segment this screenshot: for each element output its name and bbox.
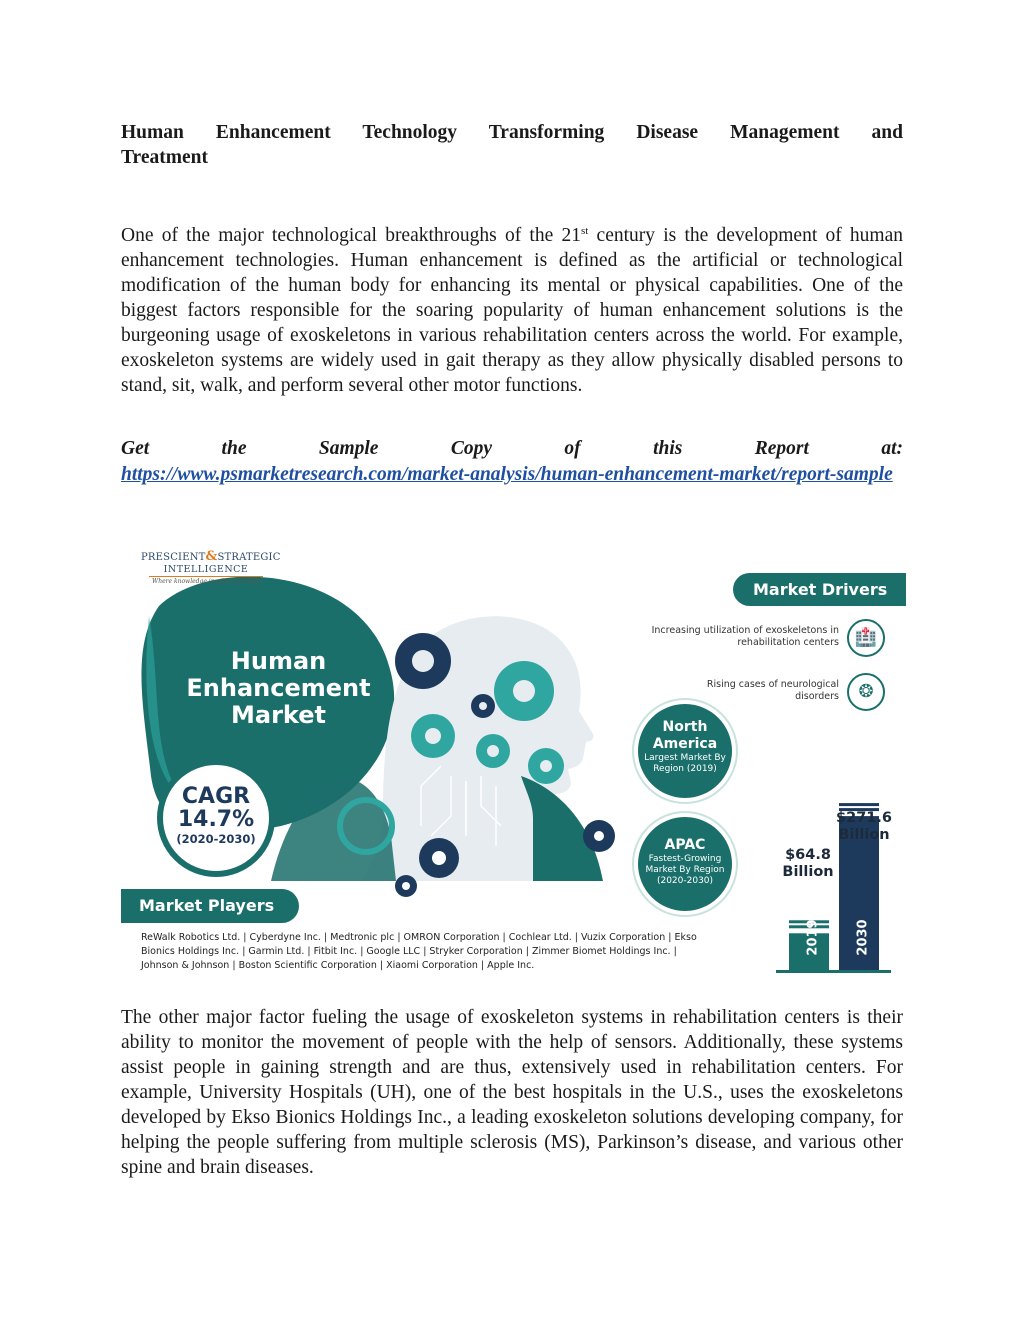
bar-baseline	[776, 970, 891, 973]
region-name: APAC	[664, 837, 706, 853]
cagr-period: (2020-2030)	[176, 832, 256, 846]
region-description: Largest Market By Region (2019)	[644, 753, 726, 774]
bar-2030-cap-stripe	[839, 803, 879, 806]
driver-exoskeleton-utilization: Increasing utilization of exoskeletons in rehabilitation centers	[651, 625, 839, 648]
logo-word-prescient: PRESCIENT	[141, 552, 206, 563]
market-players-list: ReWalk Robotics Ltd. | Cyberdyne Inc. | Medtronic plc | OMRON Corporation | Cochlear Ltd. | Vuzix Corporation | Ekso Bionics Holdings Inc. | Garmin Ltd. | Fitbit Inc. | Google LLC | Stryker Corporation | Zimmer Biomet Holdings Inc. | Johnson & Johnson | Boston Scientific Corporation | Xiaomi Corporation | Apple Inc.	[141, 932, 697, 971]
bar-category-label-2019: 2019	[805, 919, 821, 956]
market-title: Human Enhancement Market	[186, 647, 371, 729]
gear-icon-teal-small	[476, 734, 510, 768]
sample-copy-callout	[121, 436, 903, 488]
logo-word-strategic: STRATEGIC	[217, 552, 281, 563]
intro-paragraph	[121, 223, 903, 398]
title-line-2: Treatment	[121, 147, 208, 168]
market-infographic	[121, 536, 906, 986]
gear-icon-navy-large	[395, 633, 451, 689]
hospital-icon: 🏥	[847, 619, 885, 657]
sample-copy-label: Get the Sample Copy of this Report at:	[121, 438, 903, 459]
cagr-badge	[157, 759, 275, 877]
intro-text-start: One of the major technological breakthroughs of the 21	[121, 225, 581, 246]
gear-icon-teal-right	[528, 748, 564, 784]
gear-icon-teal-large	[494, 661, 554, 721]
region-north-america	[638, 704, 732, 798]
logo-word-intelligence: INTELLIGENCE	[163, 564, 249, 575]
region-name: North America	[652, 719, 718, 752]
cagr-value: 14.7%	[177, 807, 255, 832]
gear-icon-navy-small	[471, 694, 495, 718]
logo-ampersand: &	[205, 549, 218, 564]
bar-value-label-2030: $271.6 Billion	[836, 810, 892, 843]
brain-icon: ❂	[847, 673, 885, 711]
company-logo	[141, 549, 281, 585]
body-paragraph-2: The other major factor fueling the usage of exoskeleton systems in rehabilitation centers is their ability to monitor the movement of people with the help of sensors. Additionally, these systems assist people in gaining strength and are thus, extensively used in rehabilitation centers. For example, University Hospitals (UH), one of the best hospitals in the U.S., uses the exoskeletons developed by Ekso Bionics Holdings Inc., a leading exoskeleton solutions developing company, for helping the people suffering from multiple sclerosis (MS), Parkinson’s disease, and various other spine and brain diseases.	[121, 1007, 903, 1178]
bar-category-label-2030: 2030	[855, 919, 871, 956]
market-players-heading: Market Players	[121, 889, 299, 923]
bar-value-label-2019: $64.8 Billion	[782, 847, 834, 880]
gear-icon-teal-medium	[411, 714, 455, 758]
gear-icon-navy-right	[583, 820, 615, 852]
cagr-label: CAGR	[181, 784, 251, 809]
title-line-1: Human Enhancement Technology Transforming Disease Management and	[121, 122, 903, 143]
region-apac	[638, 817, 732, 911]
market-drivers-heading: Market Drivers	[733, 573, 906, 606]
superscript-st: st	[580, 225, 589, 237]
region-description: Fastest-Growing Market By Region (2020-2030)	[645, 854, 725, 886]
logo-tagline: Where knowledge inspires strategy	[152, 578, 260, 585]
document-title	[121, 120, 903, 170]
report-sample-link[interactable]: https://www.psmarketresearch.com/market-analysis/human-enhancement-market/report-sample	[121, 464, 893, 485]
logo-rule	[149, 576, 263, 577]
driver-neurological-disorders: Rising cases of neurological disorders	[706, 679, 839, 702]
intro-text-rest: century is the development of human enhancement technologies. Human enhancement is defined as the artificial or technological modification of the human body for enhancing its mental or physical capabilities. One of the biggest factors responsible for the soaring popularity of human enhancement solutions is the burgeoning usage of exoskeletons in various rehabilitation centers across the world. For example, exoskeleton systems are widely used in gait therapy as they allow physically disabled persons to stand, sit, walk, and perform several other motor functions.	[121, 225, 903, 396]
